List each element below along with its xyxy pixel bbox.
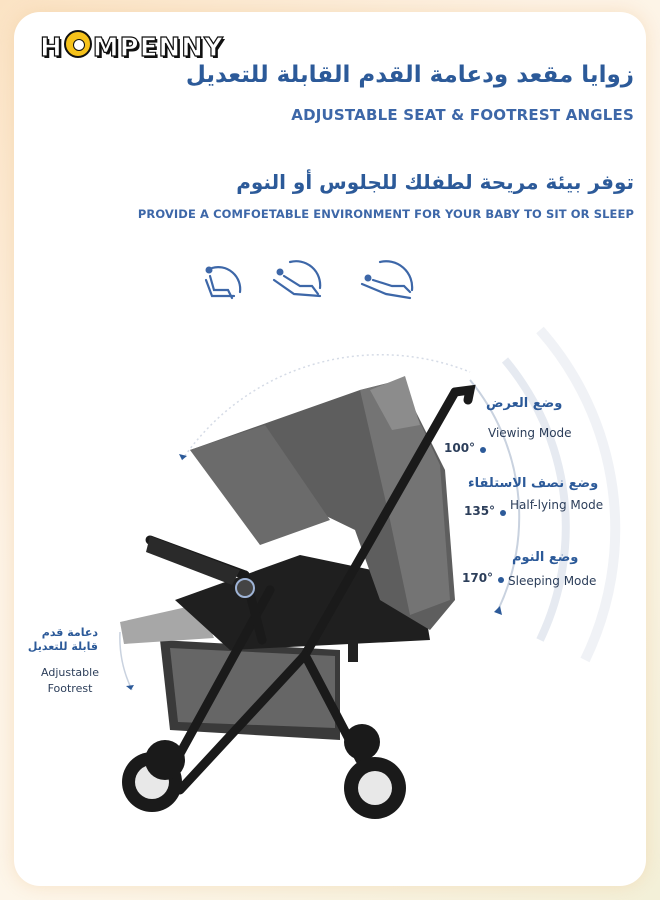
stroller [120, 376, 470, 819]
viewing-mode-arabic: وضع العرض [486, 396, 563, 411]
english-title: ADJUSTABLE SEAT & FOOTREST ANGLES [291, 106, 634, 124]
rear-wheel-2 [145, 740, 185, 780]
half-lying-mode-angle: 135° [464, 504, 496, 518]
sleeping-mode-dot-icon [498, 577, 504, 583]
arabic-subtitle: توفر بيئة مريحة لطفلك للجلوس أو النوم [236, 170, 634, 194]
lying-icon [362, 261, 412, 298]
footrest-english-label: Adjustable Footrest [41, 666, 99, 695]
half-lying-mode-dot-icon [500, 510, 506, 516]
sleeping-mode-angle: 170° [462, 571, 494, 585]
english-subtitle: PROVIDE A COMFOETABLE ENVIRONMENT FOR YOUR BABY TO SIT OR SLEEP [137, 207, 634, 221]
footrest-arabic-label: دعامة قدم قابلة للتعديل [27, 626, 98, 653]
sleeping-mode-english: Sleeping Mode [508, 574, 597, 588]
viewing-mode-english: Viewing Mode [488, 426, 572, 440]
half-lying-mode-english: Half-lying Mode [510, 498, 604, 512]
half-lying-mode-arabic: وضع نصف الاستلقاء [468, 476, 599, 491]
brand-logo: H MPENNY [40, 30, 224, 63]
sleeping-mode-arabic: وضع النوم [512, 550, 579, 565]
viewing-mode-angle: 100° [444, 441, 476, 455]
viewing-mode-dot-icon [480, 447, 486, 453]
front-wheel [344, 757, 406, 819]
front-wheel-2 [344, 724, 380, 760]
arabic-title: زوايا مقعد ودعامة القدم القابلة للتعديل [185, 62, 634, 88]
sitting-icon [206, 267, 241, 299]
half-lying-icon [274, 261, 320, 296]
